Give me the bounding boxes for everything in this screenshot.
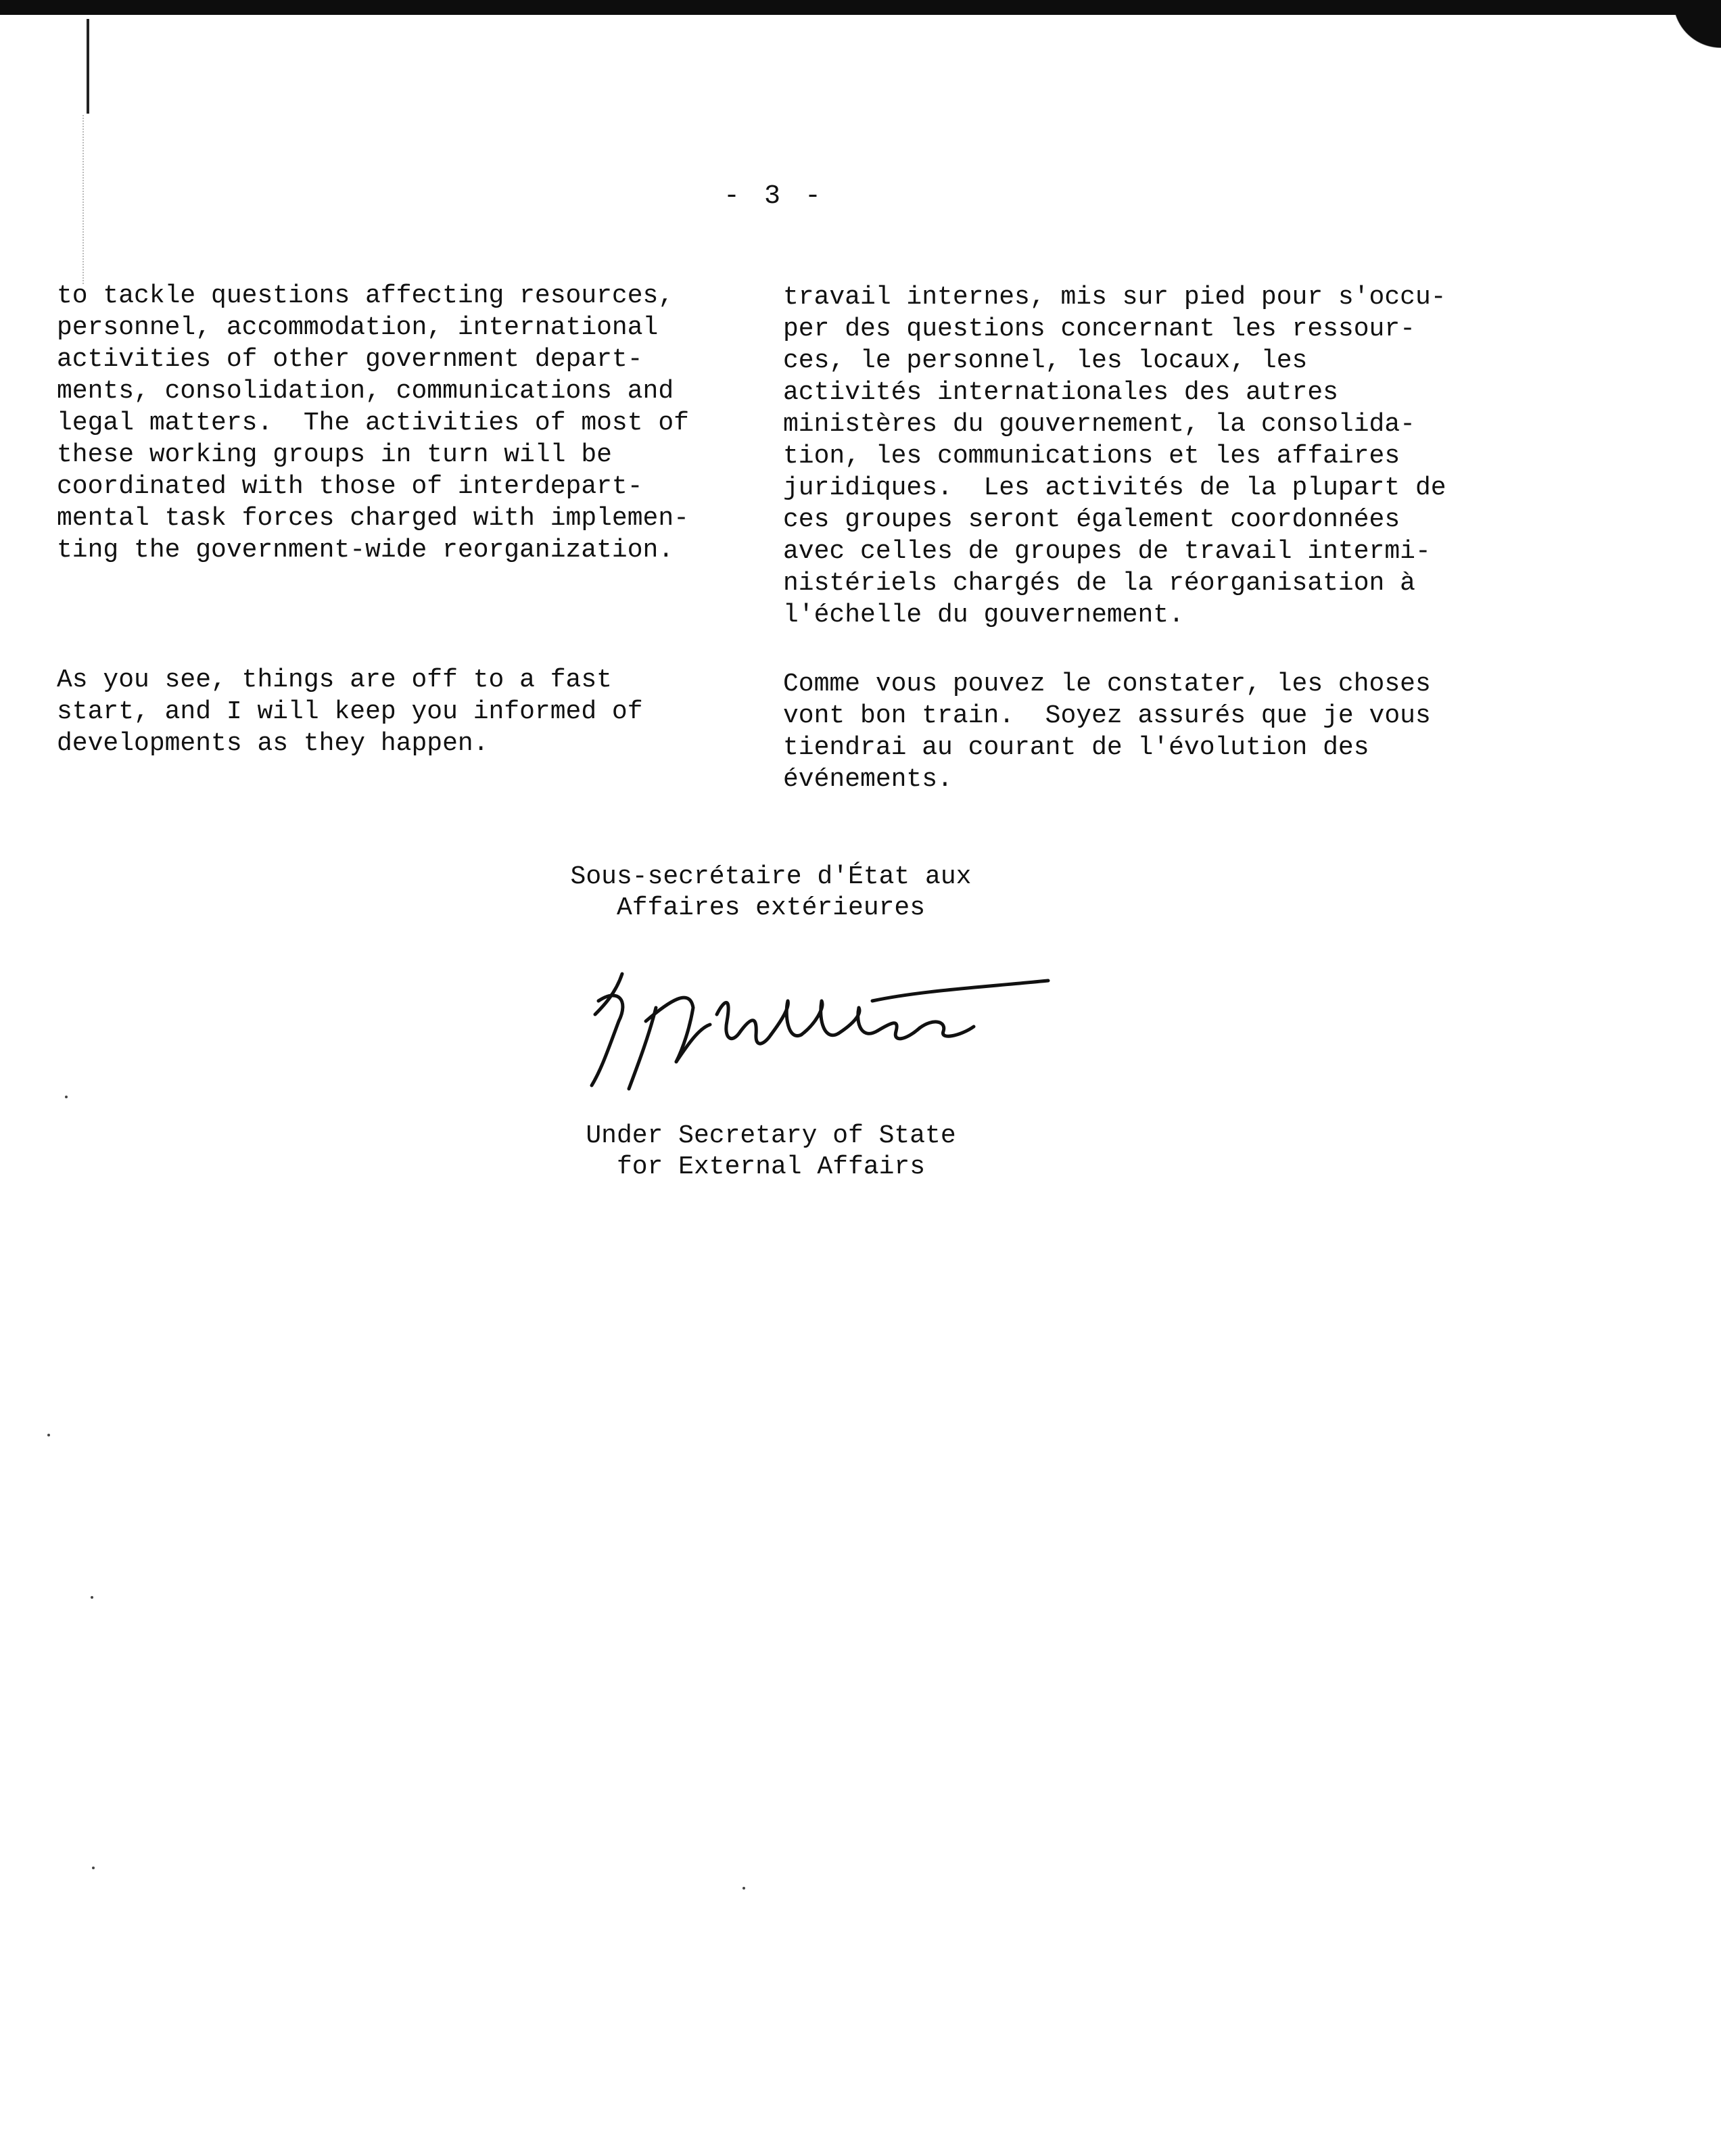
signatory-title-french: Sous-secrétaire d'État aux Affaires extérieures [570,862,972,922]
english-paragraph-1: to tackle questions affecting resources, personnel, accommodation, international activities of other government depart- ments, consolidation, communications and legal matters. The activities of most of these working groups in turn will be coordinated with those of interdepart- mental task forces charged with implemen- ting the government-wide reorganization. [57,281,689,565]
scan-border-corner [1660,0,1721,61]
scan-speck [65,1096,68,1098]
signatory-title-english: Under Secretary of State for External Affairs [586,1121,956,1181]
scan-speck [92,1867,95,1869]
handwritten-signature [555,960,1068,1102]
scan-speck [742,1887,745,1890]
scan-speck [47,1434,50,1436]
english-paragraph-2: As you see, things are off to a fast start, and I will keep you informed of developments as they happen. [57,665,643,758]
french-paragraph-2: Comme vous pouvez le constater, les choses vont bon train. Soyez assurés que je vous tiendrai au courant de l'évolution des événements. [783,670,1431,794]
page-number: - 3 - [723,181,826,212]
scan-border-top [0,0,1721,15]
french-paragraph-1: travail internes, mis sur pied pour s'occu- per des questions concernant les ressour- ces, le personnel, les locaux, les activités internationales des autres ministères du gouvernement, la consolida- tion, les communications et les affaires juridiques. Les activités de la plupart de ces groupes seront également coordonnées avec celles de groupes de travail intermi- nistériels chargés de la réorganisation à l'échelle du gouvernement. [783,283,1446,630]
margin-mark [87,19,89,114]
scan-speck [91,1596,93,1599]
